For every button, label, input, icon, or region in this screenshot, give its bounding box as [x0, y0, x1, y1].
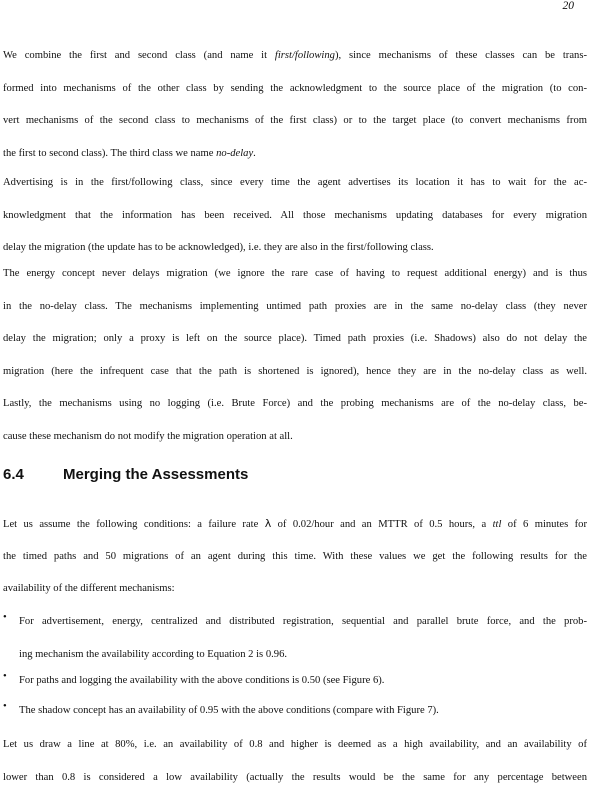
- section-number: 6.4: [3, 466, 24, 483]
- text-line: formed into mechanisms of the other class by sending the acknowledgment to the source place of the migration (to con-: [3, 82, 587, 94]
- text-line: Lastly, the mechanisms using no logging (i.e. Brute Force) and the probing mechanisms are of the no-delay class, be-: [3, 398, 587, 410]
- bullet-item: [3, 671, 587, 704]
- text-line: migration (here the infrequent case that the path is shortened is ignored), hence they are in the no-delay class as well.: [3, 365, 587, 377]
- text-line: the timed paths and 50 migrations of an agent during this time. With these values we get the following results for the: [3, 550, 587, 562]
- text-line: For paths and logging the availability with the above conditions is 0.50 (see Figure 6).: [19, 675, 385, 686]
- paragraph-conditions: [3, 514, 587, 612]
- paragraph-availability-line: [3, 735, 587, 800]
- bullet-marker: •: [3, 701, 7, 712]
- text-line: delay the migration (the update has to be acknowledged), i.e. they are also in the first/following class.: [3, 242, 434, 254]
- text-line: The energy concept never delays migration (we ignore the rare case of having to request additional energy) and is thus: [3, 268, 587, 279]
- bullet-marker: •: [3, 671, 7, 682]
- text-line: Let us draw a line at 80%, i.e. an availability of 0.8 and higher is deemed as a high availability, and an availability of: [3, 739, 587, 750]
- text-line: in the no-delay class. The mechanisms implementing untimed path proxies are in the same no-delay class (they never: [3, 300, 587, 312]
- text-line: lower than 0.8 is considered a low availability (actually the results would be the same for any percentage between: [3, 771, 587, 783]
- paragraph-advertising: [3, 173, 587, 271]
- page-number: 20: [562, 0, 574, 12]
- section-heading: [3, 465, 248, 485]
- text-line: knowledgment that the information has been received. All those mechanisms updating databases for every migration: [3, 209, 587, 221]
- term-ttl: ttl: [492, 519, 502, 530]
- text-line: Let us assume the following conditions: a failure rate λ of 0.02/hour and an MTTR of 0.5 hours, a ttl of 6 minutes for: [3, 517, 587, 530]
- lambda-symbol: λ: [264, 517, 272, 530]
- text-line: the first to second class). The third class we name no-delay.: [3, 147, 256, 159]
- term-no-delay: no-delay: [216, 147, 254, 159]
- text-line: ing mechanism the availability according to Equation 2 is 0.96.: [19, 648, 288, 660]
- bullet-item: [3, 612, 587, 677]
- section-title: Merging the Assessments: [63, 466, 249, 483]
- text-line: delay the migration; only a proxy is left on the source place). Timed path proxies (i.e. Shadows) also do not delay the: [3, 333, 587, 345]
- bullet-item: [3, 701, 587, 734]
- text-line: Advertising is in the first/following class, since every time the agent advertises its location it has to wait for the ac-: [3, 177, 587, 188]
- paragraph-first-following: [3, 46, 587, 176]
- bullet-marker: •: [3, 612, 7, 623]
- text-line: The shadow concept has an availability of 0.95 with the above conditions (compare with Figure 7).: [19, 705, 439, 716]
- text-line: availability of the different mechanisms:: [3, 583, 175, 595]
- term-first-following: first/following: [274, 50, 335, 61]
- text-line: For advertisement, energy, centralized and distributed registration, sequential and parallel brute force, and the prob-: [19, 616, 587, 627]
- text-line: vert mechanisms of the second class to mechanisms of the first class) or to the target place (to convert mechanisms from: [3, 115, 587, 127]
- text-line: cause these mechanism do not modify the migration operation at all.: [3, 430, 293, 442]
- paragraph-energy-concept: [3, 264, 587, 460]
- text-line: We combine the first and second class (and name it first/following), since mechanisms of these classes can be trans-: [3, 50, 587, 61]
